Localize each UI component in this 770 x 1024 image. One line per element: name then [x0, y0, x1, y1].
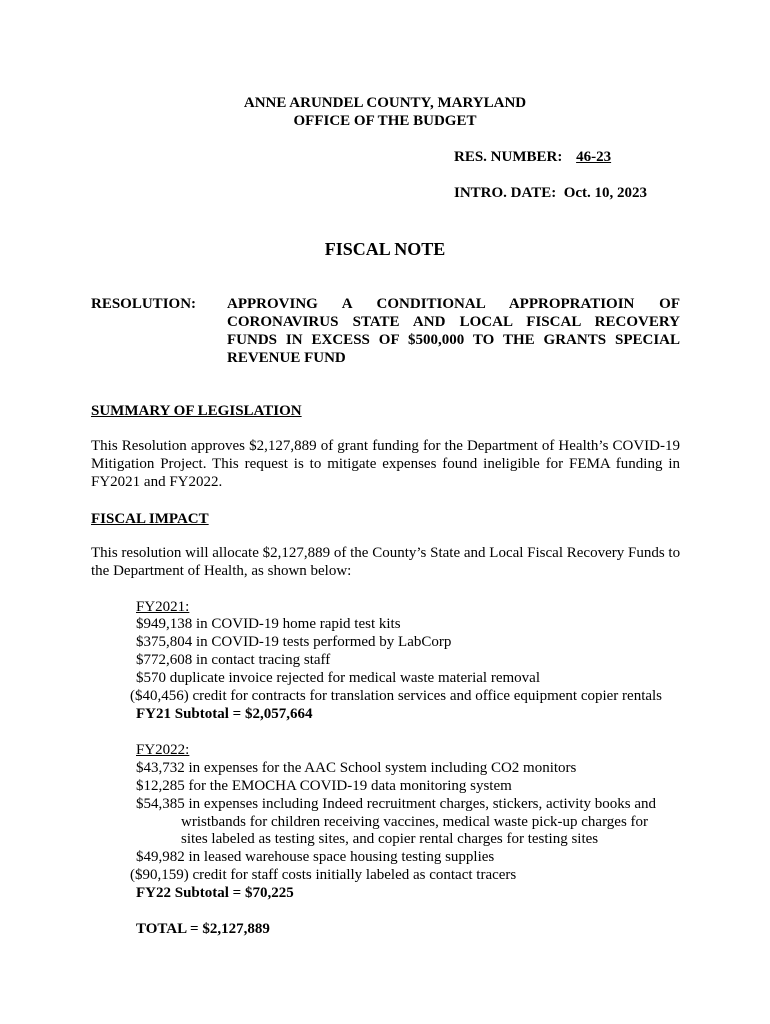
- grand-total: TOTAL = $2,127,889: [136, 921, 270, 937]
- office-name: OFFICE OF THE BUDGET: [293, 113, 477, 129]
- resolution-label: RESOLUTION:: [91, 296, 197, 312]
- res-number-label: RES. NUMBER:: [454, 149, 563, 165]
- fiscal-impact-heading: FISCAL IMPACT: [91, 511, 209, 527]
- list-item: $12,285 for the EMOCHA COVID-19 data monitoring system: [136, 778, 512, 794]
- res-number-value: 46-23: [576, 149, 612, 165]
- fiscal-impact-body: This resolution will allocate $2,127,889 of the County’s State and Local Fiscal Recovery Funds to the Department of Health, as shown below:: [91, 545, 681, 579]
- intro-date: INTRO. DATE: Oct. 10, 2023: [454, 185, 648, 201]
- res-number: [454, 148, 611, 166]
- fy2022-heading: FY2022:: [136, 742, 190, 758]
- list-item-continuation: wristbands for children receiving vaccines, medical waste pick-up charges for: [181, 814, 649, 830]
- list-item: ($90,159) credit for staff costs initially labeled as contact tracers: [130, 867, 517, 883]
- page-title: FISCAL NOTE: [324, 239, 446, 259]
- county-name: ANNE ARUNDEL COUNTY, MARYLAND: [243, 95, 527, 111]
- list-item: ($40,456) credit for contracts for translation services and office equipment copier rentals: [130, 688, 663, 704]
- summary-heading: SUMMARY OF LEGISLATION: [91, 403, 302, 419]
- summary-body: This Resolution approves $2,127,889 of grant funding for the Department of Health’s COVID-19 Mitigation Project. This request is to mitigate expenses found ineligible for FEMA funding in FY2021 and FY2022.: [91, 438, 680, 490]
- list-item: $375,804 in COVID-19 tests performed by LabCorp: [136, 634, 452, 650]
- list-item: $772,608 in contact tracing staff: [136, 652, 331, 668]
- list-item: $43,732 in expenses for the AAC School system including CO2 monitors: [136, 760, 577, 776]
- fy2021-heading: FY2021:: [136, 599, 190, 615]
- fy21-subtotal: FY21 Subtotal = $2,057,664: [136, 706, 313, 722]
- list-item: $49,982 in leased warehouse space housing testing supplies: [136, 849, 495, 865]
- list-item: $949,138 in COVID-19 home rapid test kits: [136, 616, 401, 632]
- list-item: $570 duplicate invoice rejected for medical waste material removal: [136, 670, 540, 686]
- list-item: $54,385 in expenses including Indeed recruitment charges, stickers, activity books and: [136, 796, 657, 812]
- fy22-subtotal: FY22 Subtotal = $70,225: [136, 885, 294, 901]
- resolution-text: APPROVING A CONDITIONAL APPROPRATIOIN OF CORONAVIRUS STATE AND LOCAL FISCAL RECOVERY FUNDS IN EXCESS OF $500,000 TO THE GRANTS SPECIAL REVENUE FUND: [227, 296, 680, 366]
- list-item-continuation: sites labeled as testing sites, and copier rental charges for testing sites: [181, 831, 599, 847]
